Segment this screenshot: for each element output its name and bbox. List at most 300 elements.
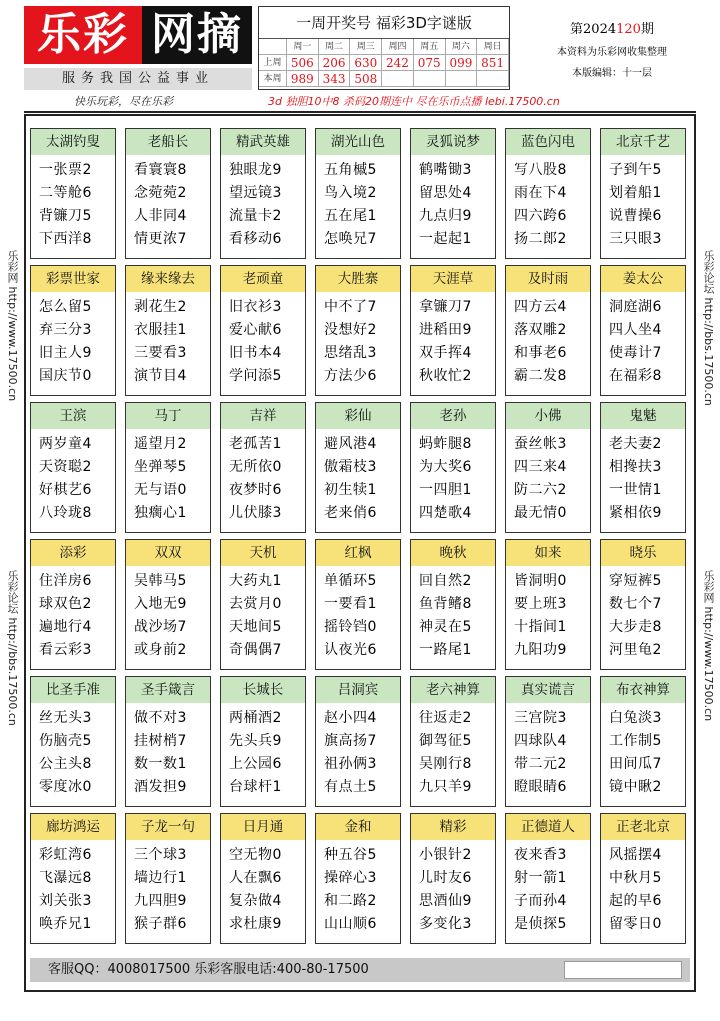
riddle-line: 刘关张3 — [39, 893, 92, 909]
riddle-card — [220, 676, 306, 807]
riddle-line: 奇偶偶7 — [229, 642, 282, 658]
riddle-line: 三宫院3 — [514, 710, 567, 726]
riddle-line: 老夫妻2 — [609, 436, 662, 452]
riddle-line: 上公园6 — [229, 756, 282, 772]
riddle-card — [600, 128, 686, 259]
riddle-line: 往返走2 — [419, 710, 472, 726]
riddle-card — [30, 676, 116, 807]
riddle-line: 儿伏膝3 — [229, 505, 282, 521]
riddle-line: 九点归9 — [419, 208, 472, 224]
riddle-line: 爱心献6 — [229, 322, 282, 338]
riddle-card — [315, 813, 401, 944]
draw-number: 242 — [382, 55, 414, 71]
riddle-line: 鱼背鳍8 — [419, 596, 472, 612]
draw-number — [414, 71, 446, 87]
riddle-line: 一四胆1 — [419, 482, 472, 498]
riddle-line: 洞庭湖6 — [609, 299, 662, 315]
card-title: 红枫 — [316, 540, 400, 566]
riddle-line: 旧主人9 — [39, 345, 92, 361]
issue-number-line — [528, 18, 696, 37]
riddle-line: 怎唤兄7 — [324, 231, 377, 247]
card-lines — [221, 155, 305, 251]
riddle-line: 弃三分3 — [39, 322, 92, 338]
card-lines — [126, 840, 210, 936]
card-lines — [506, 429, 590, 525]
card-lines — [506, 703, 590, 799]
riddle-card — [30, 265, 116, 396]
riddle-card — [315, 539, 401, 670]
draw-number: 506 — [287, 55, 319, 71]
riddle-line: 有点土5 — [324, 779, 377, 795]
card-lines — [506, 840, 590, 936]
card-title: 大胜寨 — [316, 266, 400, 292]
card-title: 北京千艺 — [601, 129, 685, 155]
riddle-line: 傲霜枝3 — [324, 459, 377, 475]
riddle-line: 学问添5 — [229, 368, 282, 384]
riddle-line: 认夜光6 — [324, 642, 377, 658]
riddle-line: 复杂做4 — [229, 893, 282, 909]
draw-number: 851 — [477, 55, 509, 71]
riddle-line: 三只眼3 — [609, 231, 662, 247]
riddle-line: 中不了7 — [324, 299, 377, 315]
card-title: 精彩 — [411, 814, 495, 840]
card-title: 吉祥 — [221, 403, 305, 429]
draw-number: 989 — [287, 71, 319, 87]
riddle-line: 零度冰0 — [39, 779, 92, 795]
riddle-line: 望远镜3 — [229, 185, 282, 201]
card-lines — [506, 155, 590, 251]
card-title: 马丁 — [126, 403, 210, 429]
card-title: 天机 — [221, 540, 305, 566]
draw-results-title: 一周开奖号 福彩3D字谜版 — [259, 7, 509, 39]
card-title: 长城长 — [221, 677, 305, 703]
card-title: 廊坊鸿运 — [31, 814, 115, 840]
riddle-line: 战沙场7 — [134, 619, 187, 635]
card-lines — [506, 292, 590, 388]
riddle-line: 是侦探5 — [514, 916, 567, 932]
riddle-card — [600, 539, 686, 670]
card-title: 吕洞宾 — [316, 677, 400, 703]
riddle-line: 做不对3 — [134, 710, 187, 726]
riddle-line: 防二六2 — [514, 482, 567, 498]
riddle-line: 夜梦时6 — [229, 482, 282, 498]
riddle-line: 旧衣衫3 — [229, 299, 282, 315]
riddle-line: 划着船1 — [609, 185, 662, 201]
riddle-line: 留零日0 — [609, 916, 662, 932]
riddle-card — [315, 402, 401, 533]
card-title: 正德道人 — [506, 814, 590, 840]
footer — [30, 958, 690, 982]
riddle-line: 老来俏6 — [324, 505, 377, 521]
riddle-line: 起的早6 — [609, 893, 662, 909]
riddle-line: 老孤苦1 — [229, 436, 282, 452]
card-lines — [31, 840, 115, 936]
card-lines — [411, 566, 495, 662]
issue-number: 120 — [616, 22, 641, 37]
riddle-line: 御驾征5 — [419, 733, 472, 749]
riddle-line: 念菀菀2 — [134, 185, 187, 201]
riddle-line: 霸二发8 — [514, 368, 567, 384]
riddle-line: 扬二郎2 — [514, 231, 567, 247]
riddle-line: 看移动6 — [229, 231, 282, 247]
riddle-line: 彩虹湾6 — [39, 847, 92, 863]
riddle-line: 独眼龙9 — [229, 162, 282, 178]
card-title: 老孙 — [411, 403, 495, 429]
issue-suffix: 期 — [640, 22, 654, 37]
riddle-line: 射一箭1 — [514, 870, 567, 886]
riddle-line: 山山顺6 — [324, 916, 377, 932]
riddle-card — [125, 676, 211, 807]
riddle-line: 带二元2 — [514, 756, 567, 772]
riddle-card — [30, 813, 116, 944]
side-text-right-top: 乐彩论坛 http://bbs.17500.cn — [702, 250, 715, 406]
card-lines — [601, 566, 685, 662]
riddle-card — [410, 128, 496, 259]
draw-number: 075 — [414, 55, 446, 71]
card-lines — [411, 292, 495, 388]
riddle-line: 皆洞明0 — [514, 573, 567, 589]
riddle-card — [505, 128, 591, 259]
card-lines — [316, 292, 400, 388]
riddle-line: 小银针2 — [419, 847, 472, 863]
source-note: 本资料为乐彩网收集整理 — [557, 47, 667, 58]
riddle-card — [30, 539, 116, 670]
riddle-line: 遥望月2 — [134, 436, 187, 452]
riddle-line: 赵小四4 — [324, 710, 377, 726]
riddle-line: 和事老6 — [514, 345, 567, 361]
draw-day-header: 周日 — [477, 39, 509, 55]
riddle-card — [315, 676, 401, 807]
riddle-line: 中秋月5 — [609, 870, 662, 886]
card-lines — [316, 429, 400, 525]
riddle-line: 要上班3 — [514, 596, 567, 612]
card-lines — [221, 292, 305, 388]
editor-note: 本版编辑：十一层 — [572, 68, 652, 79]
riddle-line: 怎么留5 — [39, 299, 92, 315]
riddle-line: 相搀扶3 — [609, 459, 662, 475]
riddle-line: 没想好2 — [324, 322, 377, 338]
riddle-line: 八玲珑8 — [39, 505, 92, 521]
riddle-line: 夜来香3 — [514, 847, 567, 863]
card-title: 子龙一句 — [126, 814, 210, 840]
riddle-line: 多变化3 — [419, 916, 472, 932]
riddle-card — [505, 676, 591, 807]
riddle-line: 五角槭5 — [324, 162, 377, 178]
card-title: 彩仙 — [316, 403, 400, 429]
riddle-line: 入地无9 — [134, 596, 187, 612]
riddle-line: 九四胆9 — [134, 893, 187, 909]
draw-number — [477, 71, 509, 87]
riddle-line: 三个球3 — [134, 847, 187, 863]
draw-day-header: 周一 — [287, 39, 319, 55]
riddle-line: 看寰寰8 — [134, 162, 187, 178]
card-lines — [221, 840, 305, 936]
card-lines — [221, 566, 305, 662]
card-lines — [126, 429, 210, 525]
side-text-right-bottom: 乐彩网 http://www.17500.cn — [702, 570, 715, 722]
riddle-line: 去赏月0 — [229, 596, 282, 612]
riddle-line: 二等舱6 — [39, 185, 92, 201]
card-title: 老顽童 — [221, 266, 305, 292]
riddle-line: 衣服挂1 — [134, 322, 187, 338]
riddle-line: 双手挥4 — [419, 345, 472, 361]
riddle-line: 种五谷5 — [324, 847, 377, 863]
riddle-card — [315, 265, 401, 396]
riddle-card — [125, 128, 211, 259]
riddle-line: 使毒计7 — [609, 345, 662, 361]
riddle-line: 一起起1 — [419, 231, 472, 247]
riddle-line: 九只羊9 — [419, 779, 472, 795]
draw-day-header: 周四 — [382, 39, 414, 55]
draw-number: 508 — [350, 71, 382, 87]
riddle-card — [410, 539, 496, 670]
riddle-line: 两桶酒2 — [229, 710, 282, 726]
riddle-card — [410, 676, 496, 807]
draw-day-header: 周三 — [350, 39, 382, 55]
riddle-line: 空无物0 — [229, 847, 282, 863]
card-row — [30, 265, 690, 397]
riddle-line: 吴韩马5 — [134, 573, 187, 589]
issue-prefix: 第2024 — [570, 22, 617, 37]
card-lines — [411, 840, 495, 936]
riddle-line: 或身前2 — [134, 642, 187, 658]
riddle-line: 四方云4 — [514, 299, 567, 315]
riddle-card — [600, 265, 686, 396]
riddle-card — [220, 265, 306, 396]
card-lines — [601, 703, 685, 799]
riddle-line: 剥花生2 — [134, 299, 187, 315]
riddle-line: 天地间5 — [229, 619, 282, 635]
card-lines — [221, 703, 305, 799]
riddle-line: 五在尾1 — [324, 208, 377, 224]
card-lines — [126, 566, 210, 662]
card-title: 真实谎言 — [506, 677, 590, 703]
riddle-line: 墙边行1 — [134, 870, 187, 886]
riddle-line: 祖孙俩3 — [324, 756, 377, 772]
riddle-card — [505, 265, 591, 396]
riddle-line: 为大奖6 — [419, 459, 472, 475]
riddle-line: 蚕丝帐3 — [514, 436, 567, 452]
riddle-line: 大药丸1 — [229, 573, 282, 589]
riddle-line: 操碎心3 — [324, 870, 377, 886]
card-lines — [316, 566, 400, 662]
riddle-line: 好棋艺6 — [39, 482, 92, 498]
riddle-line: 猴子群6 — [134, 916, 187, 932]
riddle-line: 数一数1 — [134, 756, 187, 772]
card-lines — [316, 703, 400, 799]
card-lines — [31, 566, 115, 662]
riddle-line: 一世情1 — [609, 482, 662, 498]
card-title: 布衣神算 — [601, 677, 685, 703]
banner — [24, 94, 696, 110]
riddle-line: 酒发担9 — [134, 779, 187, 795]
riddle-line: 球双色2 — [39, 596, 92, 612]
card-lines — [31, 292, 115, 388]
riddle-line: 白兔淡3 — [609, 710, 662, 726]
riddle-line: 在福彩8 — [609, 368, 662, 384]
riddle-line: 天资聪2 — [39, 459, 92, 475]
riddle-line: 背镰刀5 — [39, 208, 92, 224]
draw-number — [446, 71, 478, 87]
draw-corner — [259, 39, 287, 55]
riddle-line: 蚂蚱腿8 — [419, 436, 472, 452]
card-title: 如来 — [506, 540, 590, 566]
card-title: 比圣手准 — [31, 677, 115, 703]
riddle-line: 无与语0 — [134, 482, 187, 498]
riddle-card — [600, 676, 686, 807]
riddle-card — [125, 265, 211, 396]
card-lines — [601, 155, 685, 251]
side-text-left-bottom: 乐彩论坛 http://bbs.17500.cn — [6, 570, 19, 726]
riddle-card — [410, 402, 496, 533]
card-lines — [31, 429, 115, 525]
riddle-line: 思绪乱3 — [324, 345, 377, 361]
card-title: 精武英雄 — [221, 129, 305, 155]
card-lines — [31, 155, 115, 251]
riddle-line: 人非同4 — [134, 208, 187, 224]
draw-day-header: 周五 — [414, 39, 446, 55]
draw-row-label: 上周 — [259, 55, 287, 71]
riddle-card — [125, 539, 211, 670]
riddle-line: 风摇摆4 — [609, 847, 662, 863]
card-title: 老六神算 — [411, 677, 495, 703]
card-title: 灵狐说梦 — [411, 129, 495, 155]
footer-blank-box — [564, 961, 682, 979]
riddle-card — [125, 813, 211, 944]
riddle-line: 三要看3 — [134, 345, 187, 361]
logo — [24, 6, 252, 88]
card-title: 圣手箴言 — [126, 677, 210, 703]
card-title: 添彩 — [31, 540, 115, 566]
card-lines — [316, 155, 400, 251]
riddle-line: 先头兵9 — [229, 733, 282, 749]
riddle-line: 避风港4 — [324, 436, 377, 452]
riddle-card — [505, 539, 591, 670]
riddle-line: 说曹操6 — [609, 208, 662, 224]
riddle-line: 方法少6 — [324, 368, 377, 384]
riddle-line: 求杜康9 — [229, 916, 282, 932]
card-lines — [31, 703, 115, 799]
draw-number: 343 — [319, 71, 351, 87]
riddle-card — [410, 813, 496, 944]
riddle-line: 河里龟2 — [609, 642, 662, 658]
riddle-line: 四楚歌4 — [419, 505, 472, 521]
riddle-line: 和二路2 — [324, 893, 377, 909]
card-title: 缘来缘去 — [126, 266, 210, 292]
card-title: 鬼魅 — [601, 403, 685, 429]
riddle-card — [220, 402, 306, 533]
banner-left: 快乐玩彩，尽在乐彩 — [74, 95, 173, 108]
riddle-line: 人在飘6 — [229, 870, 282, 886]
riddle-card — [220, 813, 306, 944]
riddle-line: 无所依0 — [229, 459, 282, 475]
card-title: 姜太公 — [601, 266, 685, 292]
riddle-line: 独瘸心1 — [134, 505, 187, 521]
riddle-line: 儿时友6 — [419, 870, 472, 886]
riddle-line: 流量卡2 — [229, 208, 282, 224]
card-lines — [126, 155, 210, 251]
banner-divider — [24, 111, 696, 113]
riddle-line: 子到午5 — [609, 162, 662, 178]
riddle-line: 鸟入境2 — [324, 185, 377, 201]
card-row — [30, 676, 690, 808]
riddle-card — [505, 813, 591, 944]
riddle-card — [30, 128, 116, 259]
card-title: 小佛 — [506, 403, 590, 429]
riddle-card — [410, 265, 496, 396]
draw-results-box — [258, 6, 510, 90]
logo-part1: 乐彩 — [24, 6, 142, 64]
card-lines — [126, 703, 210, 799]
card-title: 太湖钓叟 — [31, 129, 115, 155]
riddle-line: 工作制5 — [609, 733, 662, 749]
footer-contact: 客服QQ：4008017500 乐彩客服电话:400-80-17500 — [48, 962, 369, 977]
riddle-line: 一张票2 — [39, 162, 92, 178]
side-text-left-top: 乐彩网 http://www.17500.cn — [6, 250, 19, 402]
riddle-line: 镜中瞅2 — [609, 779, 662, 795]
draw-number: 630 — [350, 55, 382, 71]
riddle-line: 一路尾1 — [419, 642, 472, 658]
issue-info — [528, 18, 696, 90]
card-title: 天涯草 — [411, 266, 495, 292]
card-title: 日月通 — [221, 814, 305, 840]
logo-part2: 网摘 — [142, 6, 252, 64]
card-title: 及时雨 — [506, 266, 590, 292]
draw-number — [382, 71, 414, 87]
riddle-line: 四球队4 — [514, 733, 567, 749]
riddle-line: 神灵在5 — [419, 619, 472, 635]
riddle-line: 坐弹琴5 — [134, 459, 187, 475]
riddle-line: 回自然2 — [419, 573, 472, 589]
riddle-line: 雨在下4 — [514, 185, 567, 201]
riddle-line: 田间瓜7 — [609, 756, 662, 772]
draw-day-header: 周二 — [319, 39, 351, 55]
draw-day-header: 周六 — [446, 39, 478, 55]
draw-row-label: 本周 — [259, 71, 287, 87]
riddle-line: 十指间1 — [514, 619, 567, 635]
card-lines — [316, 840, 400, 936]
riddle-line: 台球杆1 — [229, 779, 282, 795]
riddle-card — [600, 813, 686, 944]
riddle-line: 最无情0 — [514, 505, 567, 521]
riddle-line: 丝无头3 — [39, 710, 92, 726]
riddle-line: 伤脑壳5 — [39, 733, 92, 749]
riddle-line: 两岁童4 — [39, 436, 92, 452]
card-title: 彩票世家 — [31, 266, 115, 292]
riddle-line: 看云彩3 — [39, 642, 92, 658]
card-lines — [411, 429, 495, 525]
card-lines — [221, 429, 305, 525]
riddle-line: 下西洋8 — [39, 231, 92, 247]
card-lines — [411, 155, 495, 251]
card-lines — [601, 840, 685, 936]
banner-right: 3d 独胆10中8 杀码20期连中 尽在乐币点播 lebi.17500.cn — [268, 95, 560, 108]
riddle-line: 鹤嘴锄3 — [419, 162, 472, 178]
card-row — [30, 402, 690, 534]
riddle-line: 飞瀑远8 — [39, 870, 92, 886]
card-row — [30, 539, 690, 671]
riddle-line: 一要看1 — [324, 596, 377, 612]
riddle-card — [600, 402, 686, 533]
riddle-card — [125, 402, 211, 533]
draw-results-table — [259, 39, 509, 87]
riddle-line: 单循环5 — [324, 573, 377, 589]
card-title: 蓝色闪电 — [506, 129, 590, 155]
riddle-line: 拿镰刀7 — [419, 299, 472, 315]
card-lines — [126, 292, 210, 388]
riddle-card — [220, 128, 306, 259]
riddle-card — [315, 128, 401, 259]
